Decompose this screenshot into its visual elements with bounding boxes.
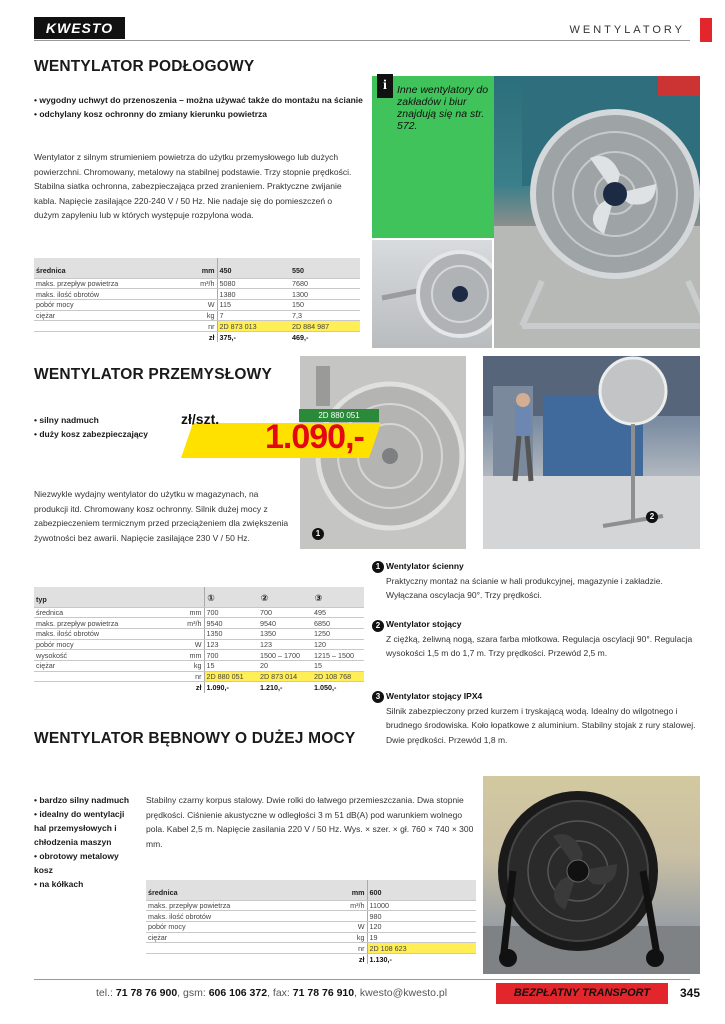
table-cell: 6850 — [312, 618, 364, 629]
variant-1-name: Wentylator ścienny — [386, 561, 464, 571]
table-cell — [146, 953, 334, 964]
order-number: 2D 884 987 — [290, 321, 360, 332]
table-row — [146, 911, 476, 922]
table-row-order-number — [34, 671, 364, 682]
photo-number-badge: 2 — [646, 511, 658, 523]
table-cell: 115 — [217, 299, 290, 310]
photo-number-badge: 1 — [312, 528, 324, 540]
variant-2-text: Z ciężką, żeliwną nogą, szara farba młotkowa. Regulacja oscylacji 90°. Regulacja wysokości 1,5 m do 1,7 m. Trzy prędkości. Przewód 2,5 m. — [386, 633, 693, 658]
table-cell: kg — [184, 310, 217, 321]
industrial-fan-title: WENTYLATOR PRZEMYSŁOWY — [34, 366, 273, 383]
industrial-fan-table — [34, 587, 364, 693]
table-cell: pobór mocy — [146, 921, 334, 932]
table-cell — [34, 321, 184, 332]
table-cell: pobór mocy — [34, 639, 172, 650]
table-cell: zł — [184, 331, 217, 342]
wall-mounted-fan-photo — [372, 238, 494, 348]
table-cell: ciężar — [146, 932, 334, 943]
table-cell — [184, 289, 217, 300]
order-number: 2D 880 051 — [204, 671, 258, 682]
table-cell: W — [172, 639, 204, 650]
price-value: 1.050,- — [314, 682, 337, 692]
table-cell: W — [184, 299, 217, 310]
variant-3-text: Silnik zabezpieczony przed kurzem i tryskającą wodą. Idealny do wilgotnego i brudnego środowiska. Koło łopatkowe z aluminium. Stabilny stojak z rury stalowej. Dwie prędkości. Przewód 1,8 m. — [386, 705, 696, 745]
table-cell: 1215 – 1500 — [312, 650, 364, 661]
bullet-item: • wygodny uchwyt do przenoszenia – można używać także do montażu na ścianie — [34, 93, 364, 107]
table-cell: ciężar — [34, 660, 172, 671]
table-cell — [34, 671, 172, 682]
gsm-number[interactable]: 606 106 372 — [208, 987, 268, 999]
table-cell: 550 — [290, 258, 360, 278]
industrial-fan-bullets — [34, 413, 184, 441]
table-cell: m³/h — [184, 278, 217, 289]
price-value: 1.210,- — [260, 682, 283, 692]
table-cell: maks. ilość obrotów — [146, 911, 334, 922]
table-row-price — [34, 682, 364, 693]
section-tab — [700, 18, 712, 42]
table-cell: 120 — [312, 639, 364, 650]
promo-unit: zł/szt. — [181, 411, 220, 427]
table-cell — [172, 587, 204, 607]
table-cell: średnica — [34, 607, 172, 618]
table-cell — [146, 943, 334, 954]
table-cell — [334, 911, 367, 922]
table-cell: maks. przepływ powietrza — [34, 618, 172, 629]
industrial-fan-description: Niezwykle wydajny wentylator do użytku w magazynach, na produkcji itd. Chromowany kosz ochronny. Silnik dużej mocy z zabezpieczeniem termicznym przed przeciążeniem dla zwiększenia żywotności bez awarii. Napięcie zasilające 230 V / 50 Hz. — [34, 489, 289, 543]
table-cell: 980 — [367, 911, 476, 922]
variant-3-caption — [386, 689, 700, 747]
table-row — [146, 932, 476, 943]
tel-number[interactable]: 71 78 76 900 — [115, 987, 178, 999]
standing-fan-factory-photo — [483, 356, 700, 549]
table-cell: m³/h — [172, 618, 204, 629]
table-cell: 5080 — [217, 278, 290, 289]
kwesto-logo: KWESTO — [34, 17, 125, 39]
footer-divider — [34, 979, 690, 980]
order-number: 2D 108 623 — [367, 943, 476, 954]
table-cell: 9540 — [258, 618, 312, 629]
table-cell: mm — [172, 650, 204, 661]
info-text: Inne wentylatory do zakładów i biur znajdują się na str. 572. — [397, 84, 489, 132]
table-cell: 19 — [367, 932, 476, 943]
variant-2-header: ② — [258, 587, 312, 607]
variant-1-caption — [386, 559, 700, 603]
table-row — [34, 660, 364, 671]
table-cell: 1350 — [204, 628, 258, 639]
table-cell: maks. ilość obrotów — [34, 628, 172, 639]
table-cell — [34, 682, 172, 693]
table-row-price — [34, 331, 360, 342]
table-row-order-number — [34, 321, 360, 332]
table-row — [34, 607, 364, 618]
table-row-order-number — [146, 943, 476, 954]
table-row — [146, 900, 476, 911]
table-cell: maks. przepływ powietrza — [146, 900, 334, 911]
variant-3-name: Wentylator stojący IPX4 — [386, 691, 483, 701]
floor-fan-bullets — [34, 93, 364, 121]
table-cell: 600 — [367, 880, 476, 900]
table-cell: 700 — [204, 607, 258, 618]
table-header-row — [146, 880, 476, 900]
table-cell: 700 — [258, 607, 312, 618]
order-number: 2D 873 013 — [217, 321, 290, 332]
bullet-item: • duży kosz zabezpieczający — [34, 427, 184, 441]
variant-2-name: Wentylator stojący — [386, 619, 462, 629]
table-cell: 123 — [204, 639, 258, 650]
table-cell: 123 — [258, 639, 312, 650]
table-cell: 7 — [217, 310, 290, 321]
table-cell: 20 — [258, 660, 312, 671]
table-cell: 7,3 — [290, 310, 360, 321]
table-row — [34, 650, 364, 661]
bullet-item: • odchylany kosz ochronny do zmiany kierunku powietrza — [34, 107, 364, 121]
price-value: 375,- — [219, 332, 236, 342]
page-number: 345 — [680, 986, 701, 1000]
table-cell: 1500 – 1700 — [258, 650, 312, 661]
table-cell: mm — [172, 607, 204, 618]
price-value: 1.130,- — [369, 954, 392, 964]
variant-1-header: ① — [204, 587, 258, 607]
table-cell: 15 — [204, 660, 258, 671]
fax-label: , fax: — [267, 987, 290, 999]
price-value: 469,- — [292, 332, 309, 342]
table-cell: 1380 — [217, 289, 290, 300]
table-header-row — [34, 587, 364, 607]
table-row — [34, 310, 360, 321]
table-cell: 1250 — [312, 628, 364, 639]
table-cell: 495 — [312, 607, 364, 618]
table-cell: maks. przepływ powietrza — [34, 278, 184, 289]
bullet-item: • na kółkach — [34, 877, 134, 891]
email-link[interactable]: , kwesto@kwesto.pl — [354, 987, 448, 999]
table-cell — [172, 628, 204, 639]
variant-number-badge: 3 — [372, 691, 384, 703]
table-cell: wysokość — [34, 650, 172, 661]
price-value: 1.090,- — [206, 682, 229, 692]
table-row-price — [146, 953, 476, 964]
info-icon: i — [377, 74, 393, 98]
table-cell: 1300 — [290, 289, 360, 300]
tel-label: tel.: — [96, 987, 113, 999]
table-cell: pobór mocy — [34, 299, 184, 310]
table-cell: zł — [334, 953, 367, 964]
order-number: 2D 873 014 — [258, 671, 312, 682]
table-row — [34, 289, 360, 300]
table-row — [34, 639, 364, 650]
footer-contact — [96, 987, 447, 999]
order-number: 2D 108 768 — [312, 671, 364, 682]
gsm-label: , gsm: — [177, 987, 206, 999]
bullet-item: • bardzo silny nadmuch — [34, 793, 134, 807]
table-cell: kg — [334, 932, 367, 943]
bullet-item: • obrotowy metalowy kosz — [34, 849, 134, 877]
table-cell: nr — [172, 671, 204, 682]
table-cell: 15 — [312, 660, 364, 671]
variant-1-text: Praktyczny montaż na ścianie w hali produkcyjnej, magazynie i zakładzie. Wyłączana oscylacja 90°. Trzy prędkości. — [386, 575, 663, 600]
variant-3-header: ③ — [312, 587, 364, 607]
drum-fan-description: Stabilny czarny korpus stalowy. Dwie rolki do łatwego przemieszczania. Dwa stopnie prędkości. Ciśnienie akustyczne w odległości 3 m 51 dB(A) pod warunkiem wolnego pola. Kabel 2,5 m. Napięcie zasilania 220 V / 50 Hz. Wys. × szer. × gł. 760 × 740 × 300 mm. — [146, 795, 474, 849]
variant-number-badge: 2 — [372, 620, 384, 632]
table-cell: 1350 — [258, 628, 312, 639]
table-cell: 11000 — [367, 900, 476, 911]
table-cell: kg — [172, 660, 204, 671]
table-cell: 700 — [204, 650, 258, 661]
table-cell: średnica — [34, 258, 184, 278]
drum-fan-table — [146, 880, 476, 964]
table-cell — [34, 331, 184, 342]
table-cell: W — [334, 921, 367, 932]
fax-number: 71 78 76 910 — [292, 987, 355, 999]
table-cell: mm — [334, 880, 367, 900]
drum-fan-bullets — [34, 793, 134, 891]
table-cell: typ — [34, 587, 172, 607]
table-cell: ciężar — [34, 310, 184, 321]
table-cell: m³/h — [334, 900, 367, 911]
section-title: WENTYLATORY — [569, 24, 685, 36]
table-row — [34, 618, 364, 629]
floor-fan-table — [34, 258, 360, 342]
table-cell: mm — [184, 258, 217, 278]
table-cell: 9540 — [204, 618, 258, 629]
table-cell: 7680 — [290, 278, 360, 289]
table-row — [34, 278, 360, 289]
drum-fan-title: WENTYLATOR BĘBNOWY O DUŻEJ MOCY — [34, 730, 356, 747]
table-cell: 120 — [367, 921, 476, 932]
promo-order-number: 2D 880 051 — [299, 409, 379, 422]
floor-fan-description: Wentylator z silnym strumieniem powietrza do użytku przemysłowego lub dużych powierzchni. Chromowany, metalowy na stabilnej podstawie. Trzy stopnie prędkości. Stabilna siatka ochronna, zabezpieczająca przed zranieniem. Praktyczne zwijanie kabla. Napięcie zasilające 220-240 V / 50 Hz. Nie nadaje się do pomieszczeń o dużym zapyleniu lub w których występuje rozpylona woda. — [34, 152, 352, 221]
table-cell: średnica — [146, 880, 334, 900]
table-cell: maks. ilość obrotów — [34, 289, 184, 300]
free-transport-badge: BEZPŁATNY TRANSPORT — [496, 983, 668, 1004]
drum-fan-photo — [483, 776, 700, 974]
variant-2-caption — [386, 617, 700, 661]
table-cell: nr — [184, 321, 217, 332]
table-header-row — [34, 258, 360, 278]
table-cell: 150 — [290, 299, 360, 310]
promo-price: 1.090,- — [265, 418, 364, 456]
table-row — [146, 921, 476, 932]
table-row — [34, 299, 360, 310]
table-cell: nr — [334, 943, 367, 954]
table-cell: 450 — [217, 258, 290, 278]
bullet-item: • idealny do wentylacji hal przemysłowych i chłodzenia maszyn — [34, 807, 134, 849]
table-cell: zł — [172, 682, 204, 693]
bullet-item: • silny nadmuch — [34, 413, 184, 427]
table-row — [34, 628, 364, 639]
header-divider — [34, 40, 690, 41]
floor-fan-title: WENTYLATOR PODŁOGOWY — [34, 58, 255, 75]
variant-number-badge: 1 — [372, 561, 384, 573]
